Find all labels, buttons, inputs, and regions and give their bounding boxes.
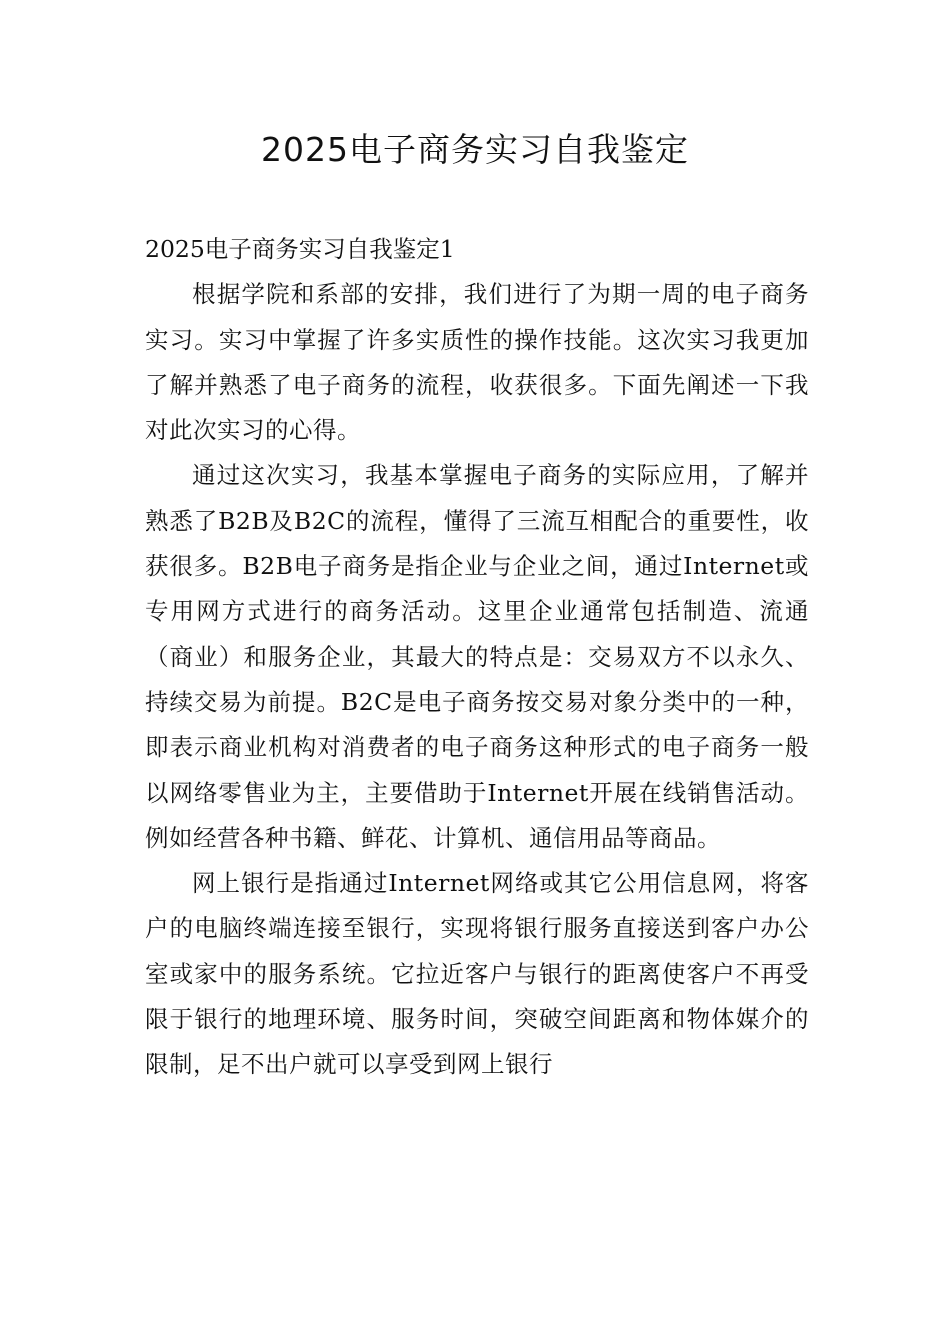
paragraph-2: 通过这次实习，我基本掌握电子商务的实际应用，了解并熟悉了B2B及B2C的流程，懂得了三流互相配合的重要性，收获很多。B2B电子商务是指企业与企业之间，通过Internet或专用网方式进行的商务活动。这里企业通常包括制造、流通（商业）和服务企业，其最大的特点是：交易双方不以永久、持续交易为前提。B2C是电子商务按交易对象分类中的一种，即表示商业机构对消费者的电子商务这种形式的电子商务一般以网络零售业为主，主要借助于Internet开展在线销售活动。例如经营各种书籍、鲜花、计算机、通信用品等商品。 (145, 461, 809, 852)
paragraph-1: 根据学院和系部的安排，我们进行了为期一周的电子商务实习。实习中掌握了许多实质性的操作技能。这次实习我更加了解并熟悉了电子商务的流程，收获很多。下面先阐述一下我对此次实习的心得。 (145, 280, 809, 445)
paragraph-3: 网上银行是指通过Internet网络或其它公用信息网，将客户的电脑终端连接至银行，实现将银行服务直接送到客户办公室或家中的服务系统。它拉近客户与银行的距离使客户不再受限于银行的地理环境、服务时间，突破空间距离和物体媒介的限制，足不出户就可以享受到网上银行 (145, 869, 809, 1079)
section-heading: 2025电子商务实习自我鉴定1 (145, 235, 455, 263)
document-body (145, 227, 809, 1088)
document-title: 2025电子商务实习自我鉴定 (261, 130, 689, 169)
